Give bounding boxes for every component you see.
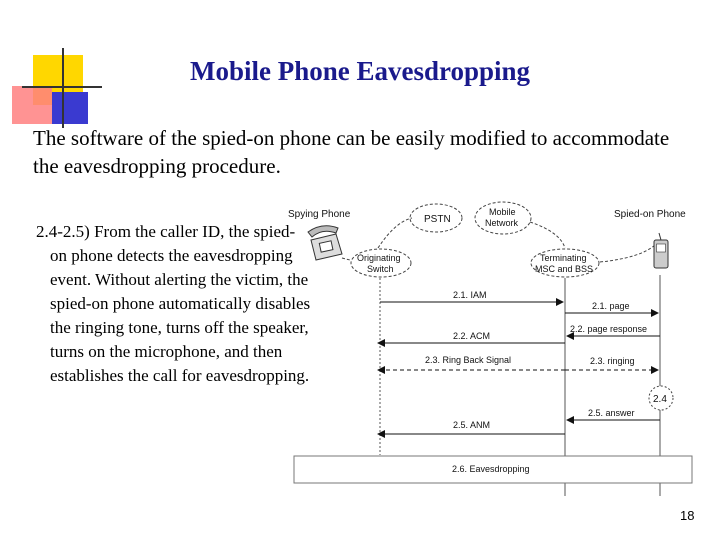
- msg-ringing: 2.3. ringing: [590, 356, 635, 366]
- step-description: 2.4-2.5) From the caller ID, the spied-on phone detects the eavesdropping event. Without alerting the victim, the spied-on phone automatically disables the ringing tone, turns off the speaker, turns on the microphone, and then establishes the call for eavesdropping.: [36, 222, 311, 385]
- originating-label-1: Originating: [357, 253, 401, 263]
- link-network-terminating: [530, 222, 565, 248]
- msg-page-response: 2.2. page response: [570, 324, 648, 334]
- terminating-label-2: MSC and BSS: [535, 264, 594, 274]
- link-spied-phone: [600, 245, 655, 262]
- mobile-phone-icon: [654, 233, 668, 268]
- msg-acm: 2.2. ACM: [453, 331, 491, 341]
- msg-iam: 2.1. IAM: [453, 290, 487, 300]
- link-originating-pstn: [378, 218, 412, 248]
- desk-phone-icon: [308, 226, 342, 260]
- mobile-network-label-2: Network: [485, 218, 519, 228]
- originating-label-2: Switch: [367, 264, 394, 274]
- msg-answer: 2.5. answer: [588, 408, 635, 418]
- page-number: 18: [680, 508, 695, 523]
- msg-page: 2.1. page: [592, 301, 630, 311]
- pstn-label: PSTN: [424, 214, 451, 225]
- mobile-network-label-1: Mobile: [489, 207, 516, 217]
- spied-on-phone-label: Spied-on Phone: [614, 209, 686, 220]
- slide-title: Mobile Phone Eavesdropping: [189, 56, 531, 86]
- msg-ring-back: 2.3. Ring Back Signal: [425, 355, 512, 365]
- msg-eavesdropping: 2.6. Eavesdropping: [452, 464, 530, 474]
- msg-step-24: 2.4: [653, 394, 667, 405]
- spying-phone-label: Spying Phone: [288, 209, 351, 220]
- terminating-label-1: Terminating: [540, 253, 587, 263]
- link-spying-phone: [342, 258, 350, 260]
- msg-anm: 2.5. ANM: [453, 420, 491, 430]
- intro-text: The software of the spied-on phone can be easily modified to accommodate the eavesdropping procedure.: [33, 126, 670, 178]
